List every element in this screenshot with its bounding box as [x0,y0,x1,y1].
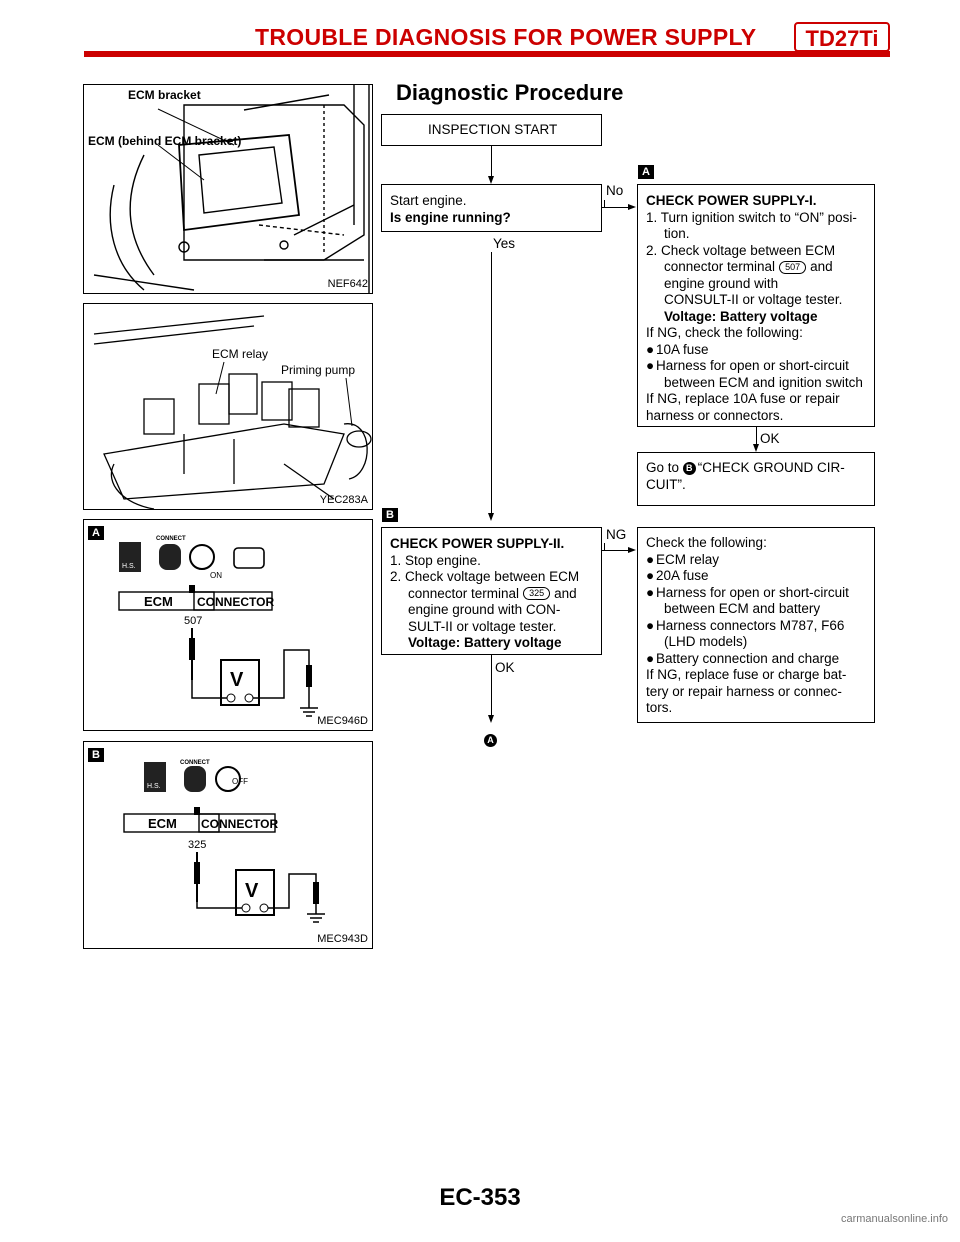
watermark: carmanualsonline.info [840,1213,948,1225]
connector-line [602,207,628,208]
voltage-check-diagram [84,520,373,731]
bullet-icon: ● [646,617,655,633]
step-text: between ECM and battery [664,601,821,616]
step-text: If NG, replace 10A fuse or repair [646,391,840,406]
flow-goto-check-ground [637,452,875,506]
bullet-item: ● ECM relay [646,551,720,567]
connector-line [491,252,492,515]
model-badge: TD27Ti [794,22,890,52]
step-text: engine ground with [664,275,779,291]
ecm-bracket-illustration [84,85,373,294]
step-text: 1. Turn ignition switch to “ON” posi- [646,209,857,225]
yes-label: Yes [493,236,516,251]
end-ref [484,732,499,750]
step-text: tery or repair harness or connec- [646,683,842,699]
bullet-icon: ● [646,358,655,373]
arrow-down-icon [488,176,494,184]
figure-ecm-relay [83,303,373,510]
bullet-item: ● Harness connectors M787, F66 [646,617,845,633]
step-text: CUIT”. [646,476,686,492]
bullet-icon: ● [646,584,655,600]
terminal-label: 507 [184,615,203,627]
relay-box-illustration [84,304,373,510]
connector-line [491,655,492,717]
flow-ng-checks [637,527,875,723]
goto-text: Go to B “CHECK GROUND CIR- [646,460,845,475]
voltmeter-label: V [230,669,244,691]
bullet-icon: ● [646,551,655,567]
bullet-icon: ● [646,341,655,357]
terminal-507-badge: 507 [779,261,806,274]
figure-code: YEC283A [319,494,368,506]
connector-line [602,550,628,551]
bullet-item: ● Harness for open or short-circuit [646,584,849,600]
page-number: EC-353 [439,1184,521,1211]
callout-priming-pump: Priming pump [281,363,356,377]
step-text: Start engine. [390,193,467,208]
flow-start-box [381,114,602,146]
flow-check-power-supply-1 [637,184,875,427]
bullet-item: ● 20A fuse [646,568,709,583]
svg-text:ON: ON [210,571,222,580]
arrow-down-icon [753,444,759,452]
connector-label: CONNECTOR [197,595,275,609]
step-text: between ECM and ignition switch [664,374,863,390]
ecm-label: ECM [148,816,177,831]
spec-voltage: Voltage: Battery voltage [664,308,818,324]
step-tag-b: B [382,508,398,522]
step-text: Check the following: [646,535,767,550]
figure-voltage-check-325 [83,741,373,949]
terminal-label: 325 [188,839,207,851]
connector-line [491,146,492,178]
figure-voltage-check-507 [83,519,373,731]
ecm-label: ECM [144,594,173,609]
voltmeter-label: V [245,880,259,902]
check-title: CHECK POWER SUPPLY-II. [390,536,565,551]
step-text: 2. Check voltage between ECM [390,569,580,584]
figure-ecm-location [83,84,373,294]
ok-label: OK [760,431,780,446]
svg-text:CONNECT: CONNECT [156,536,186,542]
flow-step-engine-running [381,184,602,232]
arrow-right-icon [628,204,636,210]
figure-tag: A [88,526,104,540]
step-text: 1. Stop engine. [390,552,481,568]
bullet-icon: ● [646,650,655,666]
svg-text:OFF: OFF [232,777,248,786]
figure-code: MEC946D [317,715,368,727]
step-text: If NG, check the following: [646,325,803,340]
spec-voltage: Voltage: Battery voltage [408,635,562,650]
flow-start-text: INSPECTION START [428,122,558,137]
step-text: harness or connectors. [646,407,784,423]
voltage-check-diagram [84,742,373,949]
section-title: Diagnostic Procedure [396,80,624,105]
ref-b-icon: B [683,462,696,475]
step-text: engine ground with CON- [408,602,561,617]
step-question: Is engine running? [390,209,511,225]
callout-ecm-relay: ECM relay [212,347,269,361]
callout-ecm-behind: ECM (behind ECM bracket) [88,134,242,148]
connector-label: CONNECTOR [201,817,279,831]
check-title: CHECK POWER SUPPLY-I. [646,193,817,208]
step-text: tors. [646,700,673,715]
step-text: connector terminal 507 and [664,259,833,274]
terminal-325-badge: 325 [523,587,550,600]
svg-text:H.S.: H.S. [147,783,161,790]
step-text: 2. Check voltage between ECM [646,242,836,258]
ng-label: NG [606,527,627,542]
connector-line [756,427,757,445]
no-label: No [606,183,624,198]
bullet-item: ● Harness for open or short-circuit [646,358,849,373]
bullet-item: ● 10A fuse [646,341,709,357]
arrow-down-icon [488,715,494,723]
header-rule [84,51,890,57]
step-text: CONSULT-II or voltage tester. [664,292,843,307]
step-text: If NG, replace fuse or charge bat- [646,667,847,682]
step-text: SULT-II or voltage tester. [408,618,557,634]
svg-text:CONNECT: CONNECT [180,760,210,766]
arrow-down-icon [488,513,494,521]
step-tag-a: A [638,165,654,179]
arrow-right-icon [628,547,636,553]
step-text: tion. [664,226,690,241]
bullet-icon: ● [646,568,655,583]
page-header-title: TROUBLE DIAGNOSIS FOR POWER SUPPLY [255,24,757,50]
ok-label: OK [495,660,515,675]
callout-ecm-bracket: ECM bracket [128,88,201,102]
svg-text:H.S.: H.S. [122,563,136,570]
bullet-item: ● Battery connection and charge [646,650,840,666]
figure-code: NEF642 [327,278,368,290]
figure-code: MEC943D [317,933,368,945]
ref-a-icon: A [484,734,497,747]
step-text: connector terminal 325 and [408,585,577,601]
step-text: (LHD models) [664,634,748,649]
flow-check-power-supply-2 [381,527,602,655]
figure-tag: B [88,748,104,762]
